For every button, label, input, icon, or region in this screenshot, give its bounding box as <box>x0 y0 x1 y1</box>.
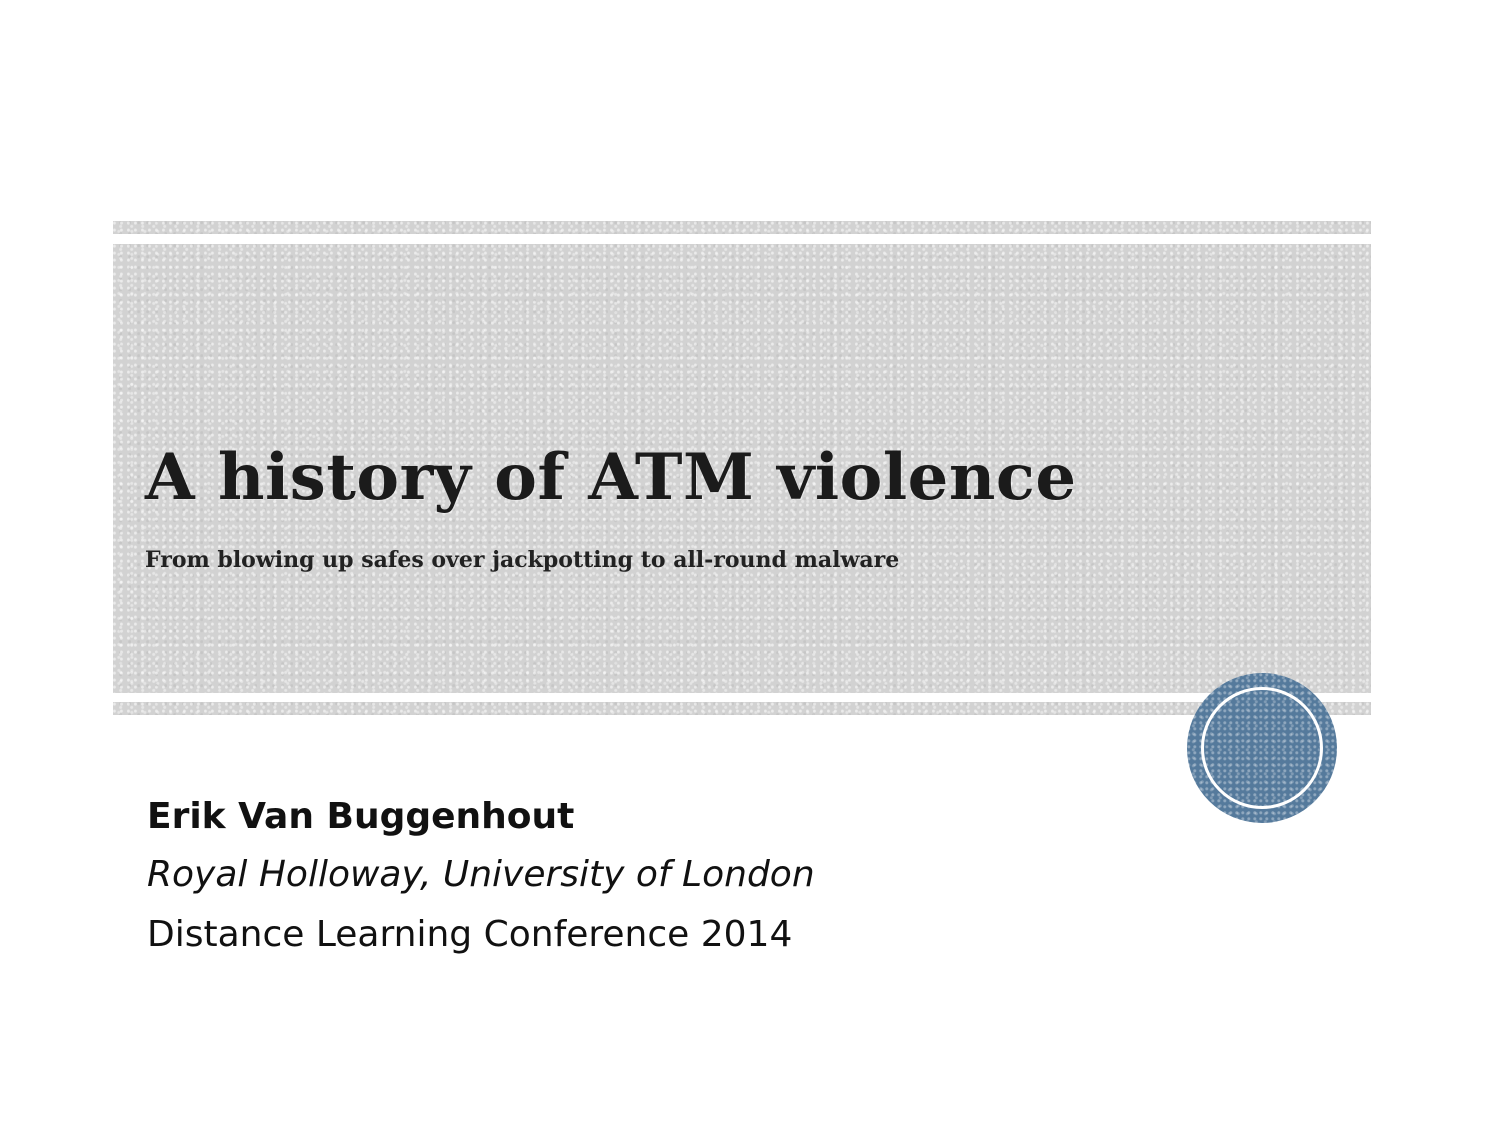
circle-ring <box>1201 687 1323 809</box>
author-affiliation: Royal Holloway, University of London <box>147 854 815 895</box>
decorative-circle-icon <box>1187 673 1337 823</box>
author-name: Erik Van Buggenhout <box>147 796 575 837</box>
banner-top-strip <box>113 221 1371 234</box>
slide-subtitle: From blowing up safes over jackpotting to all-round malware <box>145 547 900 573</box>
slide-title: A history of ATM violence <box>145 440 1077 515</box>
event-name: Distance Learning Conference 2014 <box>147 914 793 955</box>
banner-bottom-strip <box>113 702 1371 715</box>
